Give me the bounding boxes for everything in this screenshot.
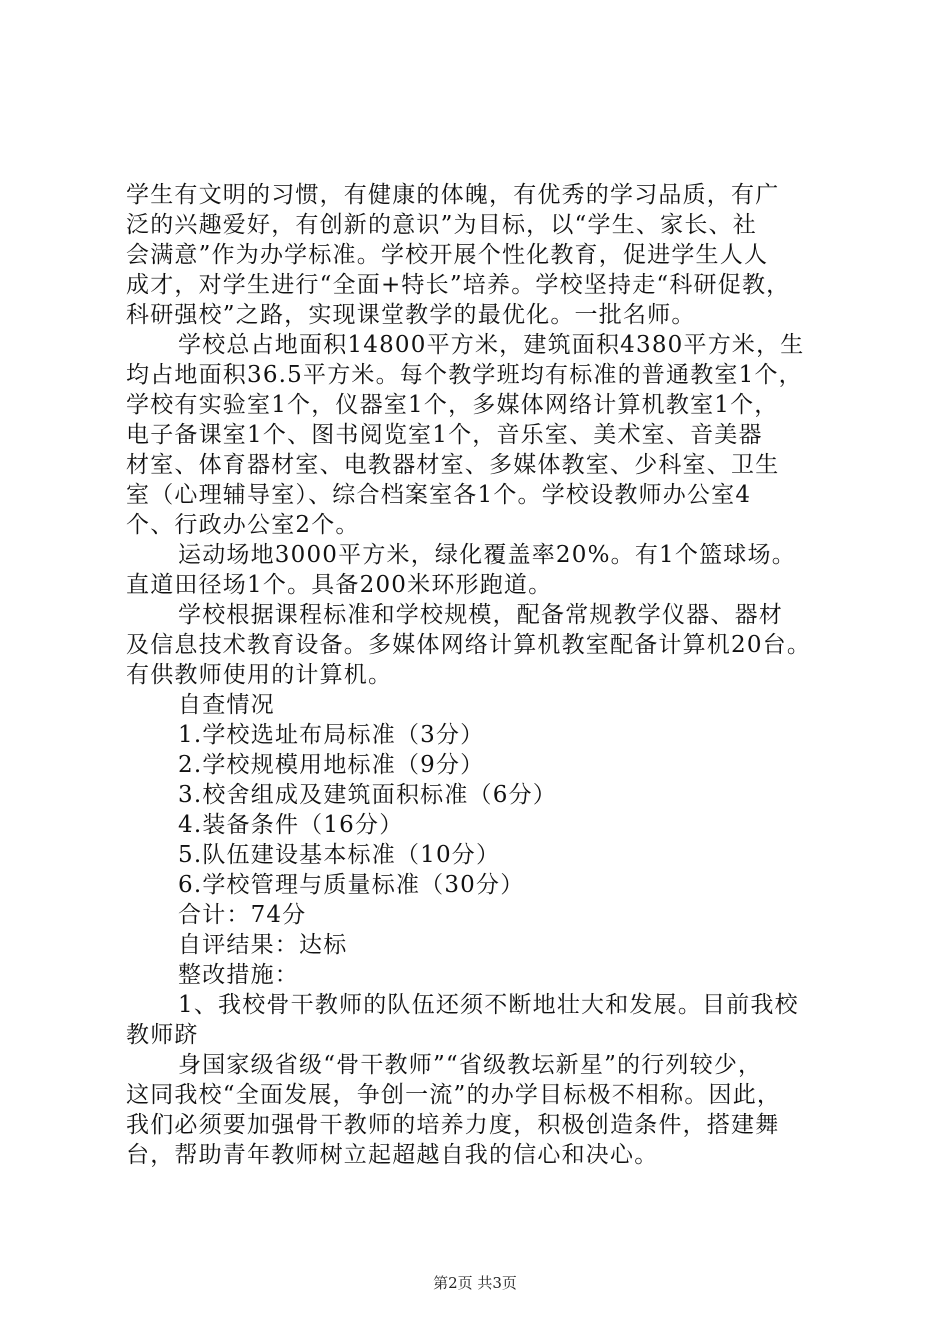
text-line: 4.装备条件（16分）: [178, 812, 404, 838]
text-line: 我们必须要加强骨干教师的培养力度，积极创造条件，搭建舞: [126, 1112, 780, 1138]
text-line: 教师跻: [126, 1022, 199, 1048]
text-line: 均占地面积36.5平方米。每个教学班均有标准的普通教室1个，: [126, 362, 803, 388]
text-line: 身国家级省级“骨干教师”“省级教坛新星”的行列较少，: [178, 1052, 763, 1078]
text-line: 电子备课室1个、图书阅览室1个，音乐室、美术室、音美器: [126, 422, 763, 448]
text-line: 自评结果：达标: [178, 932, 348, 958]
text-line: 及信息技术教育设备。多媒体网络计算机教室配备计算机20台。: [126, 632, 812, 658]
text-line: 整改措施：: [178, 962, 299, 988]
text-line: 台，帮助青年教师树立起超越自我的信心和决心。: [126, 1142, 659, 1168]
text-line: 1.学校选址布局标准（3分）: [178, 722, 485, 748]
text-line: 运动场地3000平方米，绿化覆盖率20%。有1个篮球场。: [178, 542, 796, 568]
body-text: [126, 180, 834, 1170]
text-line: 这同我校“全面发展，争创一流”的办学目标极不相称。因此，: [126, 1082, 782, 1108]
text-line: 泛的兴趣爱好，有创新的意识”为目标，以“学生、家长、社: [126, 212, 757, 238]
text-line: 室（心理辅导室）、综合档案室各1个。学校设教师办公室4: [126, 482, 752, 508]
text-line: 5.队伍建设基本标准（10分）: [178, 842, 501, 868]
text-line: 学生有文明的习惯，有健康的体魄，有优秀的学习品质，有广: [126, 182, 780, 208]
text-line: 学校有实验室1个，仪器室1个，多媒体网络计算机教室1个，: [126, 392, 779, 418]
text-line: 自查情况: [178, 692, 275, 718]
text-line: 会满意”作为办学标准。学校开展个性化教育，促进学生人人: [126, 242, 769, 268]
text-line: 有供教师使用的计算机。: [126, 662, 393, 688]
text-line: 成才，对学生进行“全面+特长”培养。学校坚持走“科研促教，: [126, 272, 791, 298]
text-line: 2.学校规模用地标准（9分）: [178, 752, 485, 778]
page-footer: 第2页 共3页: [433, 1274, 517, 1292]
text-line: 直道田径场1个。具备200米环形跑道。: [126, 572, 553, 598]
text-line: 6.学校管理与质量标准（30分）: [178, 872, 525, 898]
text-line: 3.校舍组成及建筑面积标准（6分）: [178, 782, 557, 808]
text-line: 个、行政办公室2个。: [126, 512, 360, 538]
text-line: 1、我校骨干教师的队伍还须不断地壮大和发展。目前我校: [178, 992, 799, 1018]
text-line: 合计：74分: [178, 902, 307, 928]
text-line: 学校根据课程标准和学校规模，配备常规教学仪器、器材: [178, 602, 783, 628]
text-line: 材室、体育器材室、电教器材室、多媒体教室、少科室、卫生: [126, 452, 780, 478]
text-line: 科研强校”之路，实现课堂教学的最优化。一批名师。: [126, 302, 696, 328]
text-line: 学校总占地面积14800平方米，建筑面积4380平方米，生: [178, 332, 805, 358]
